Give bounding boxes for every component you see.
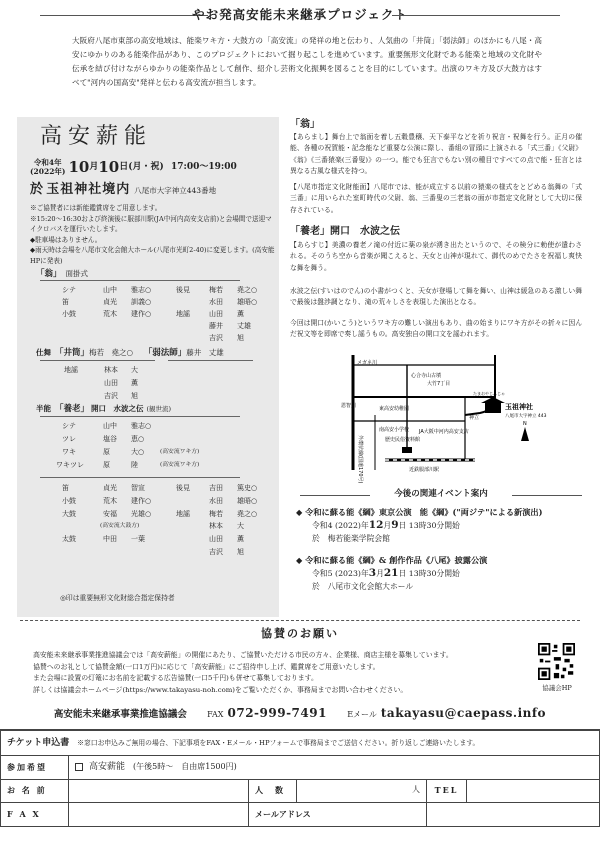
yoro-desc-p1: 【あらすじ】美濃の養老ノ滝の付近に薬の泉が湧き出たというので、その検分に勅使が遣わされる。そのうち空から音楽が聞こえると、天女と山神が現れて、御代のめでたさを祝福し爽快な舞を舞う。: [290, 241, 582, 272]
map-label: 南高安小学校: [379, 427, 410, 433]
header-rule-right: [392, 15, 560, 16]
event-venue: 於 玉祖神社境内 八尾市大字神立443番地: [30, 182, 217, 197]
map-label: N: [523, 421, 527, 427]
form-participation: 高安薪能 (午後5時～ 自由席1500円): [69, 756, 600, 780]
map-label: 大竹7丁目: [427, 381, 451, 387]
map-label: 恩智川: [341, 403, 357, 409]
name-field[interactable]: [69, 779, 249, 803]
organizer-name: 高安能未来継承事業推進協議会: [53, 709, 187, 720]
organizer-email[interactable]: takayasu@caepass.info: [380, 706, 547, 720]
form-header: チケット申込書 ※窓口お申込みご無用の場合、下記事項をFAX・Eメール・HPフォームで事務局までご送信ください。折り返しご連絡いたします。: [1, 731, 600, 756]
ticket-form: [0, 729, 600, 848]
map-label: JA大阪中河内高安支店: [419, 429, 469, 435]
event-title: 高安薪能: [40, 124, 153, 149]
shrine-reading: たまおやじんじゃ: [473, 391, 505, 396]
fax-field[interactable]: [69, 803, 249, 827]
event-notes: ※ご協賛者には新能鑑賞席をご用意します。 ※15:20～16:30および終演後に服部川駅(JA中河内高安支店前)と会場間で送迎マイクロバスを運行いたします。 ◆駐車場はありません。 ◆雨天時は会場を八尾市文化会館大ホール(八尾市光町2-40)に変更します。(高安能HPに発表): [30, 204, 275, 265]
organizer-fax: 072-999-7491: [227, 706, 327, 720]
count-field[interactable]: 人: [297, 779, 427, 803]
form-label-fax: F A X: [1, 803, 69, 827]
map-label: 東高安幼稚園: [379, 406, 410, 412]
form-label-participation: 参加希望: [1, 756, 69, 780]
map-label: 神立: [469, 415, 480, 421]
venue-address: 八尾市大字神立443番地: [134, 186, 217, 195]
qr-code-icon[interactable]: [538, 643, 575, 680]
shrine-address: 八尾市大字神立 443: [505, 414, 547, 419]
yoro-desc-p3: 今回は開口(かいこう)というワキ方の難しい演出もあり、曲の始まりにワキ方がその折々に因んだ祝文等を即席で奏し謡うもの。高安独自の開口文を謡われます。: [290, 319, 582, 339]
event-time: 17:00～19:00: [171, 162, 237, 173]
map-label: メガネ川: [357, 360, 378, 366]
event-day: 10: [98, 158, 120, 176]
sponsor-text: 高安能未来継承事業推進協議会では「高安薪能」の開催にあたり、ご協賛いただける市民の方々、企業様、商店主様を募集しています。 協賛へのお礼として協賛金額(一口1万円)に応じて「高安薪能」にご招待申し上げ、鑑賞席をご用意いたします。 また会場に設置の灯篭にお名前を記載する広告協賛(一口5千円)も併せて募集しております。 詳しくは協議会ホームページ(https://www.takayasu-noh.com)をご覧いただくか、事務局までお問い合わせください。: [33, 651, 453, 694]
upcoming-event-2: ◆ 令和に蘇る能《綱》& 創作作品《八尾》披露公演 令和5 (2023)年3月21日 13時30分開始 於 八尾市文化会館大ホール: [296, 555, 488, 591]
map-station: 近鉄服部川駅: [409, 467, 440, 473]
intro-text: 大阪府八尾市東部の高安地域は、能楽ワキ方・大鼓方の「高安流」の発祥の地と伝わり、人気曲の「井筒」「弱法師」のほかにも八尾・高安にゆかりのある能楽作品があり、このプロジェクトにおいて掘り起こしを進めています。重要無形文化財である能楽と地域の文化財や伝承を結び付けながらゆかりの能楽作品として創作、紹介し芸術文化振興を図ることを目的にしています。出演のワキ方及び大鼓方はすべて"河内の国高安"発祥と伝わる高安流が担当します。: [72, 36, 542, 87]
form-label-email: メールアドレス: [249, 803, 427, 827]
divider: [20, 620, 580, 621]
participation-checkbox[interactable]: [75, 763, 83, 771]
program-footnote: ◎印は重要無形文化財総合指定保持者: [60, 594, 175, 602]
shimai-rule-1: [40, 360, 155, 361]
shimai-rule-2: [168, 360, 253, 361]
shimai-heading: 仕舞 「井筒」梅若 堯之○ 「弱法師」藤井 丈雄: [36, 348, 224, 358]
event-year: 令和4年 (2022年): [30, 158, 66, 177]
qr-label: 協議会HP: [542, 684, 572, 692]
event-weekday: (月・祝): [128, 162, 164, 173]
map-label: 外環状線(国道170号): [357, 435, 363, 484]
map-label: 歴史民俗資料館: [385, 437, 421, 443]
okina-desc-p2: 【八尾市指定文化財能面】八尾市では、能が成立する以前の猿楽の様式をとどめる翁舞の「式三番」に用いられた室町時代の父尉、翁、三番叟の三老翁の面が市指定文化財として大切に保存されている。: [290, 183, 583, 214]
upcoming-event-1: ◆ 令和に蘇る能《綱》東京公演 能《綱》("両ジテ"による新演出) 令和4 (2022)年12月9日 13時30分開始 於 梅若能楽学院会館: [296, 507, 543, 543]
okina-rule: [40, 280, 240, 281]
shrine-name: 玉祖神社: [505, 403, 533, 411]
hanno-rule: [40, 416, 240, 417]
okina-heading: 「翁」 面掛式: [36, 269, 89, 279]
header: [0, 0, 600, 30]
access-map: [341, 355, 547, 484]
form-label-name: お 名 前: [1, 779, 69, 803]
yoro-desc-p2: 水波之伝(すいはのでん)の小書がつくと、天女が登場して舞を舞い、山神は緩急のある激しい舞で最後は盤渉調となり、滝の荒々しさを表現した演出となる。: [290, 287, 582, 307]
header-title: やお発高安能未来継承プロジェクト: [192, 7, 408, 22]
hanno-heading: 半能 「養老」 開口 水波之伝 (観世流): [36, 404, 172, 414]
form-label-tel: TEL: [427, 779, 467, 803]
hayashi-rule: [40, 477, 240, 478]
sponsor-title: 協賛のお願い: [261, 627, 339, 640]
map-label: 心合寺山古墳: [411, 373, 442, 379]
okina-desc-heading: 「翁」: [290, 119, 320, 130]
event-date: 令和4年 (2022年) 10月10日(月・祝) 17:00～19:00: [30, 158, 237, 177]
form-label-count: 人 数: [249, 779, 297, 803]
upcoming-heading: 今後の関連イベント案内: [300, 489, 582, 501]
email-field[interactable]: [427, 803, 600, 827]
okina-desc-p1: 【あらまし】舞台上で翁面を着し五穀豊穣、天下泰平などを祈り祝言・祝舞を行う。正月の催能、各種の祝賀能・記念能など重要な公演に際し、番組の冒頭に上演される「式三番」《父尉》《翁》《三番猿楽(三番叟)》の一つ。能でも狂言でもない別の種目ですべての点で能・狂言とは異なる古風な様式を持つ。: [290, 133, 583, 176]
venue-name: 玉祖神社境内: [46, 182, 131, 197]
event-month: 10: [68, 158, 90, 176]
yoro-desc-heading: 「養老」開口 水波之伝: [290, 226, 400, 237]
organizer-line: 高安能未来継承事業推進協議会 FAX 072-999-7491 Eメール takayasu@caepass.info: [53, 706, 547, 720]
tel-field[interactable]: [467, 779, 600, 803]
